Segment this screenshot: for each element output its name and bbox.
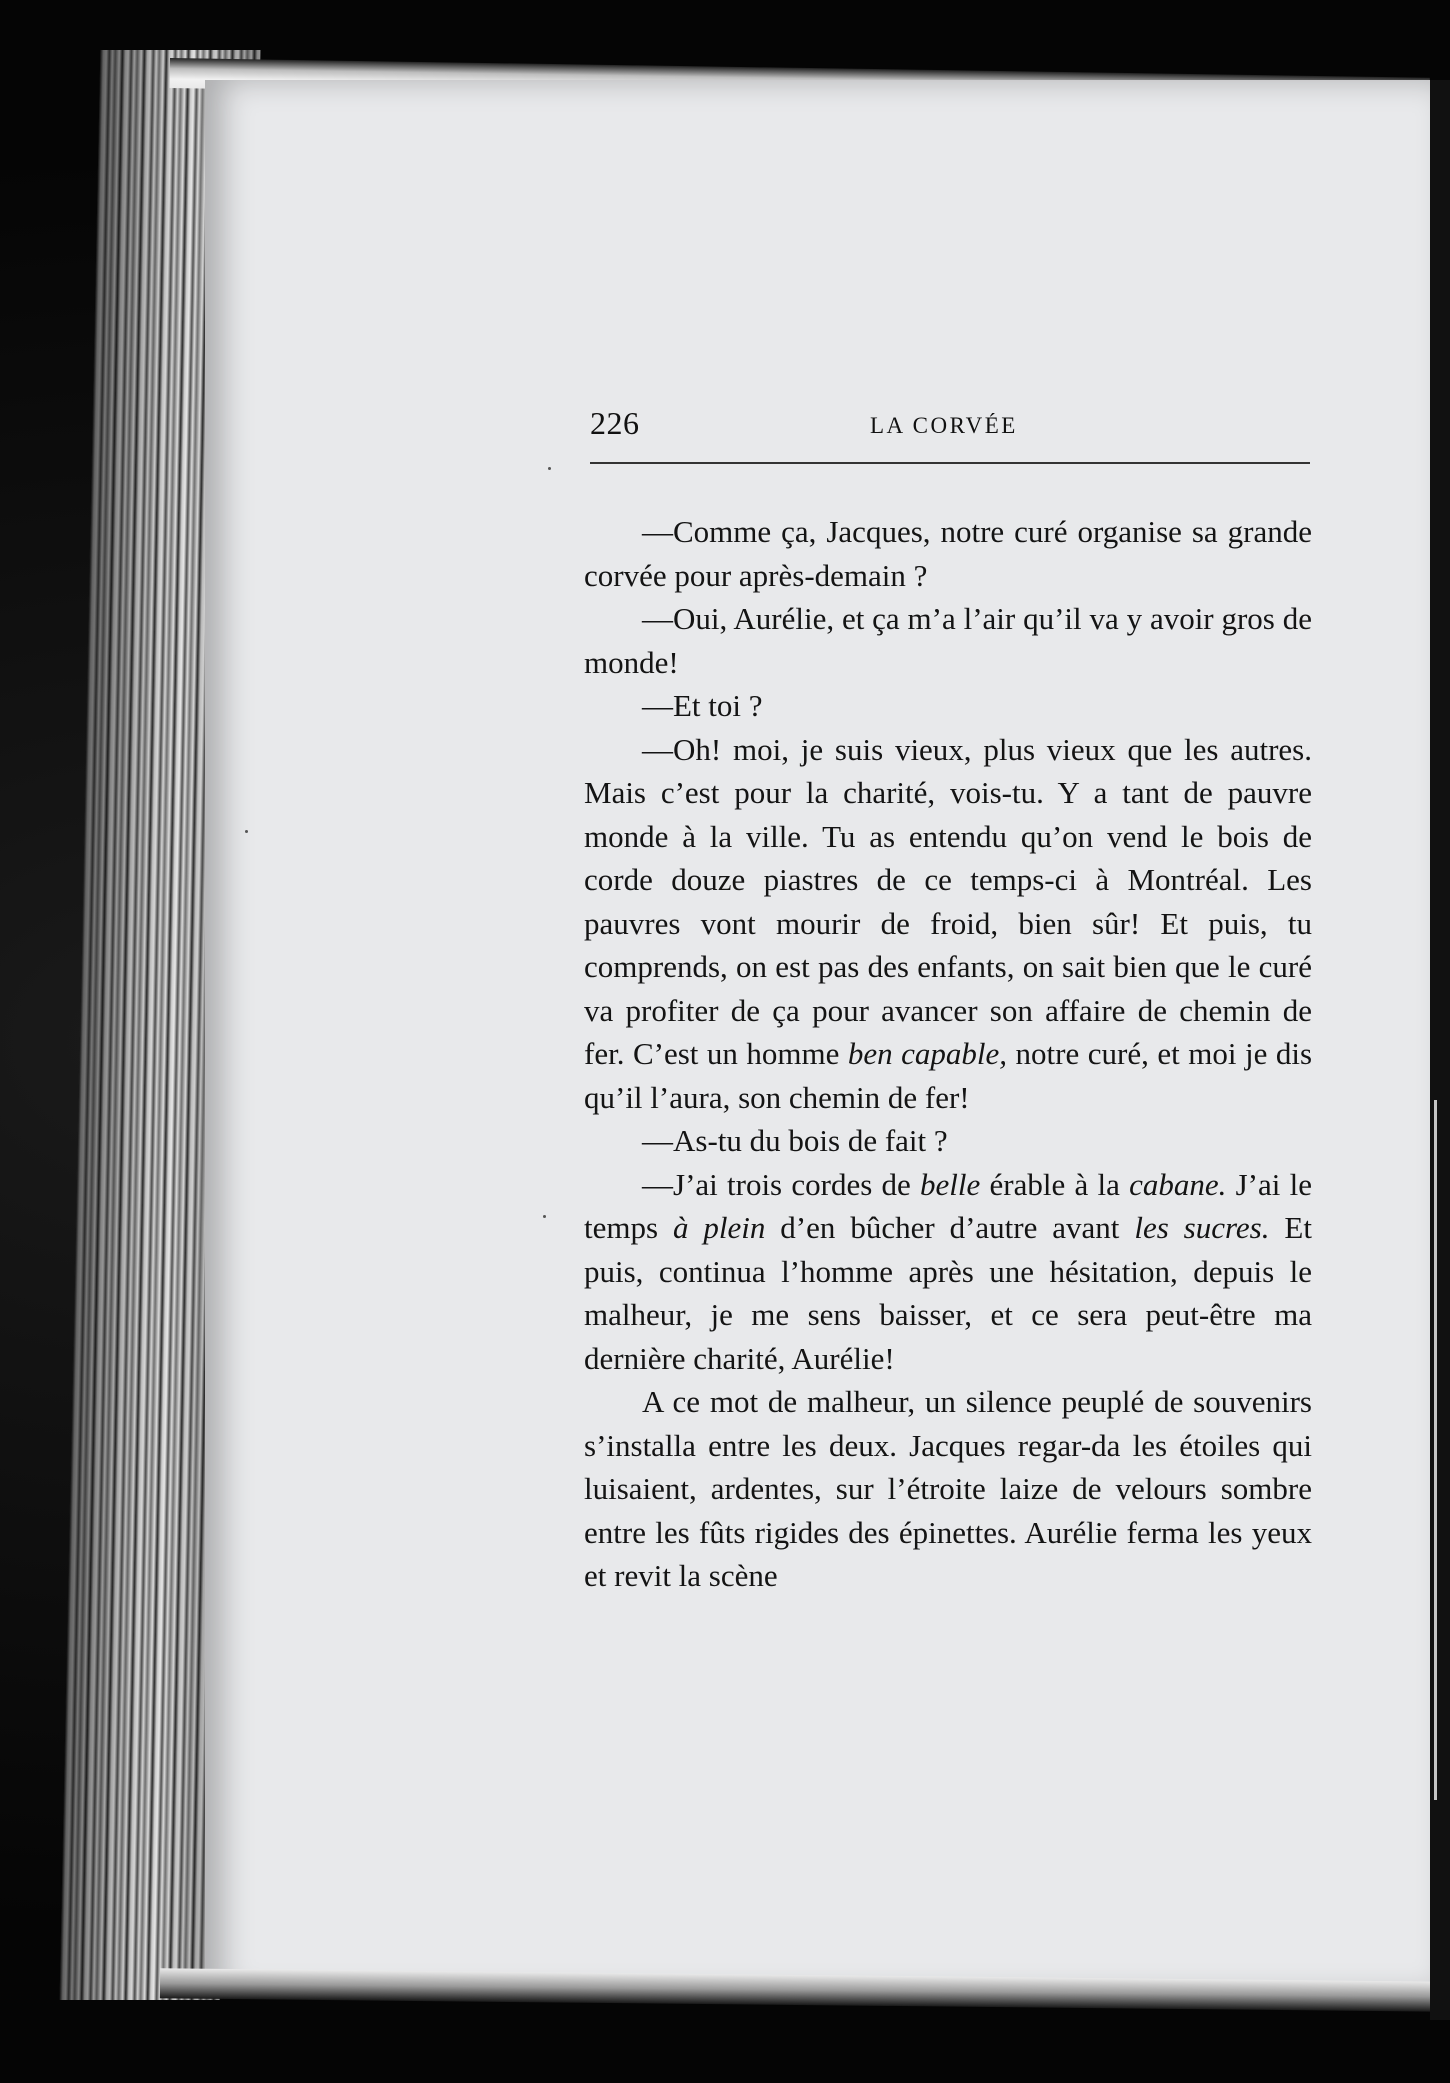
scan-artifact-line	[1434, 1100, 1437, 1800]
scan-speck	[548, 467, 551, 470]
italic-text: à plein	[672, 1210, 766, 1245]
italic-text: belle	[920, 1166, 981, 1202]
text-run: —Et toi ?	[642, 688, 763, 723]
text-run: A ce mot de malheur, un silence peuplé de souvenirs s’installa entre les deux. Jacques regar-da les étoiles qui luisaient, ardentes, sur l’étroite laize de velours sombre entre les fûts rigides des épinettes. Aurélie ferma les yeux et revit la scène	[584, 1384, 1312, 1593]
text-run: —As-tu du bois de fait ?	[642, 1123, 948, 1158]
text-run: érable à la	[980, 1166, 1130, 1202]
paragraph	[584, 728, 1312, 1120]
italic-text: ben capable,	[847, 1036, 1008, 1071]
scan-speck	[543, 1215, 546, 1218]
paragraph	[584, 1163, 1312, 1381]
text-run: d’en bûcher d’autre avant	[765, 1210, 1135, 1245]
paragraph	[584, 1380, 1312, 1598]
italic-text: les sucres.	[1134, 1210, 1270, 1245]
book-right-gutter	[1430, 80, 1450, 2020]
italic-text: cabane.	[1129, 1166, 1227, 1202]
paragraph	[584, 597, 1312, 684]
text-run: J’ai le temps	[584, 1166, 1312, 1245]
text-run: notre curé, et moi je dis qu’il l’aura, son chemin de fer!	[584, 1036, 1313, 1115]
page-number: 226	[590, 405, 640, 441]
scan-speck	[245, 830, 248, 833]
running-head	[590, 405, 1310, 455]
paragraph	[584, 1119, 1312, 1163]
text-run: —Oh! moi, je suis vieux, plus vieux que les autres. Mais c’est pour la charité, vois-tu. Y a tant de pauvre monde à la ville. Tu as entendu qu’on vend le bois de corde douze piastres de ce temps-ci à Montréal. Les pauvres vont mourir de froid, bien sûr! Et puis, tu comprends, on est pas des enfants, on sait bien que le curé va profiter de ça pour avancer son affaire de chemin de fer. C’est un homme	[584, 731, 1312, 1071]
running-title: LA CORVÉE	[870, 413, 1018, 438]
paragraph	[584, 510, 1312, 597]
text-run: —Oui, Aurélie, et ça m’a l’air qu’il va y avoir gros de monde!	[584, 601, 1312, 680]
text-run: —Comme ça, Jacques, notre curé organise sa grande corvée pour après-demain ?	[584, 514, 1312, 593]
text-run: —J’ai trois cordes de	[642, 1166, 921, 1202]
text-run: Et puis, continua l’homme après une hésitation, depuis le malheur, je me sens baisser, et ce sera peut-être ma dernière charité, Aurélie!	[584, 1210, 1312, 1376]
paragraph	[584, 684, 1312, 728]
header-rule	[590, 462, 1310, 464]
body-text	[584, 510, 1312, 1598]
